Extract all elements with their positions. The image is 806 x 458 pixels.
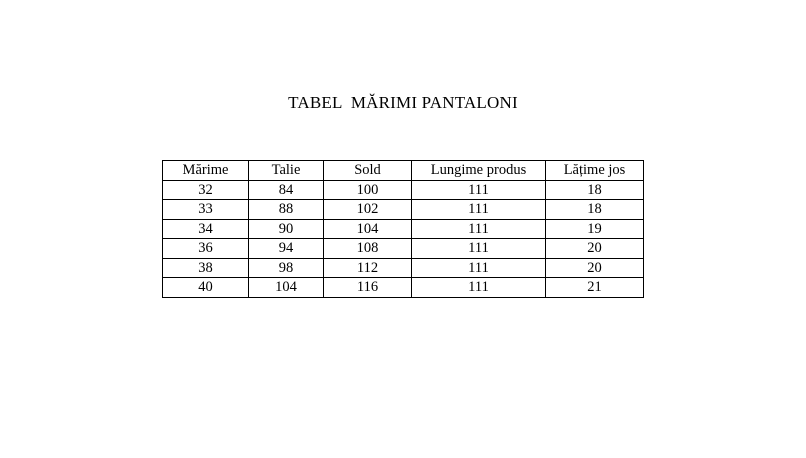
table-cell: 111 [412, 180, 546, 200]
table-row [163, 239, 644, 259]
table-cell: 111 [412, 219, 546, 239]
table-cell: 98 [249, 258, 324, 278]
table-row [163, 278, 644, 298]
table-cell: 90 [249, 219, 324, 239]
table-cell: 19 [546, 219, 644, 239]
table-cell: 94 [249, 239, 324, 259]
table-cell: 104 [324, 219, 412, 239]
table-cell: 18 [546, 180, 644, 200]
table-cell: 36 [163, 239, 249, 259]
table-row [163, 200, 644, 220]
table-cell: 111 [412, 278, 546, 298]
table-row [163, 219, 644, 239]
table-cell: 116 [324, 278, 412, 298]
table-cell: 108 [324, 239, 412, 259]
header-cell-size: Mărime [163, 161, 249, 181]
table-cell: 40 [163, 278, 249, 298]
header-cell-hem-width: Lățime jos [546, 161, 644, 181]
table-cell: 100 [324, 180, 412, 200]
table-row [163, 258, 644, 278]
table-row [163, 180, 644, 200]
table-cell: 112 [324, 258, 412, 278]
table-cell: 20 [546, 258, 644, 278]
table-cell: 88 [249, 200, 324, 220]
page-title: TABEL MĂRIMI PANTALONI [288, 93, 518, 112]
table-cell: 111 [412, 258, 546, 278]
header-cell-waist: Talie [249, 161, 324, 181]
table-cell: 104 [249, 278, 324, 298]
table-cell: 20 [546, 239, 644, 259]
table-cell: 111 [412, 239, 546, 259]
table-cell: 32 [163, 180, 249, 200]
table-cell: 84 [249, 180, 324, 200]
table-cell: 33 [163, 200, 249, 220]
table-cell: 111 [412, 200, 546, 220]
table-cell: 38 [163, 258, 249, 278]
size-table [162, 160, 644, 298]
table-cell: 34 [163, 219, 249, 239]
table-header-row [163, 161, 644, 181]
header-cell-length: Lungime produs [412, 161, 546, 181]
header-cell-hip: Sold [324, 161, 412, 181]
table-cell: 18 [546, 200, 644, 220]
table-cell: 21 [546, 278, 644, 298]
table-cell: 102 [324, 200, 412, 220]
